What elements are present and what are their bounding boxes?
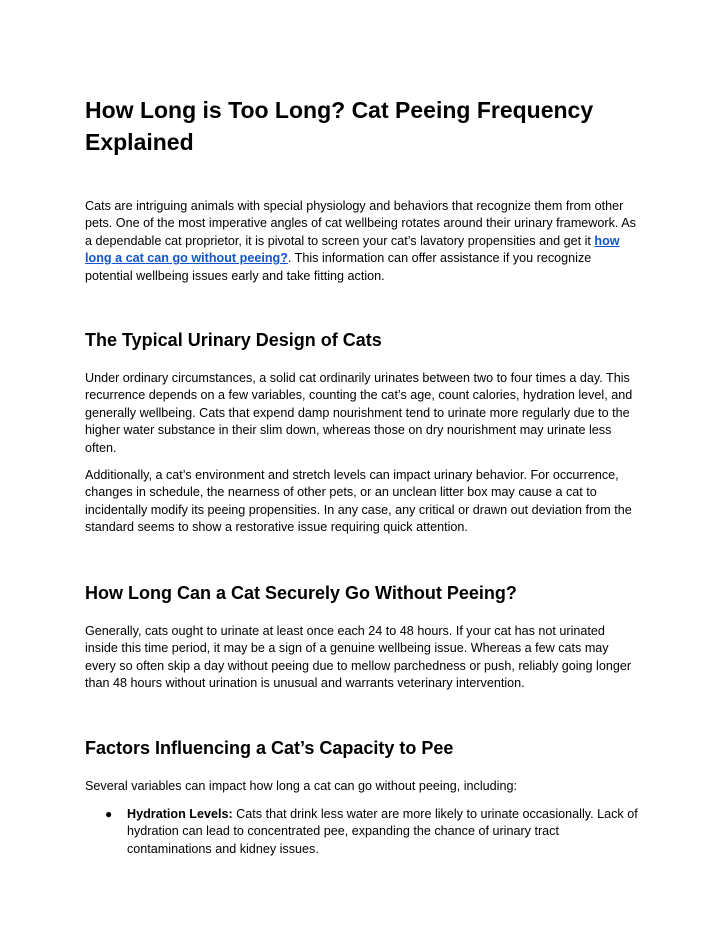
document-body — [85, 94, 640, 858]
intro-text-after-link: . This information can offer assistance if you recognize potential wellbeing issues early and take fitting action. — [85, 251, 592, 283]
list-item-text: Cats that drink less water are more likely to urinate occasionally. Lack of hydration can lead to concentrated pee, expanding the chance of urinary tract contaminations and kidney issues. — [127, 806, 638, 856]
list-item-label: Hydration Levels: — [127, 806, 233, 821]
intro-paragraph — [85, 198, 640, 285]
section-paragraph: Under ordinary circumstances, a solid cat ordinarily urinates between two to four times a day. This recurrence depends on a few variables, counting the cat’s age, count calories, hydration level, and generally wellbeing. Cats that expend damp nourishment tend to urinate more regularly due to the higher water substance in their slim down, whereas those on dry nourishment may urinate less often. — [85, 371, 633, 455]
section-heading-factors: Factors Influencing a Cat’s Capacity to Pee — [85, 738, 454, 759]
intro-text-before-link: Cats are intriguing animals with special physiology and behaviors that recognize them from other pets. One of the most imperative angles of cat wellbeing rotates around their urinary framework. As a dependable cat proprietor, it is pivotal to screen your cat’s lavatory propensities and get it — [85, 199, 636, 248]
page-title: How Long is Too Long? Cat Peeing Frequency Explained — [85, 97, 594, 155]
list-item — [85, 806, 640, 858]
factors-list — [85, 806, 640, 858]
bullet-icon: ● — [105, 806, 113, 821]
article-link[interactable]: how long a cat can go without peeing? — [85, 233, 620, 266]
section-heading-urinary-design: The Typical Urinary Design of Cats — [85, 330, 382, 351]
section-heading-how-long: How Long Can a Cat Securely Go Without Peeing? — [85, 582, 517, 603]
section-paragraph: Additionally, a cat’s environment and stretch levels can impact urinary behavior. For occurrence, changes in schedule, the nearness of other pets, or an unclean litter box may cause a cat to incidentally modify its peeing propensities. In any case, any critical or drawn out deviation from the standard seems to show a restorative issue requiring quick attention. — [85, 468, 632, 535]
section-paragraph: Generally, cats ought to urinate at least once each 24 to 48 hours. If your cat has not urinated inside this time period, it may be a sign of a genuine wellbeing issue. Whereas a few cats may every so often skip a day without peeing due to mellow parchedness or push, reliably going longer than 48 hours without urination is unusual and warrants veterinary intervention. — [85, 623, 632, 690]
section-paragraph: Several variables can impact how long a cat can go without peeing, including: — [85, 779, 517, 794]
